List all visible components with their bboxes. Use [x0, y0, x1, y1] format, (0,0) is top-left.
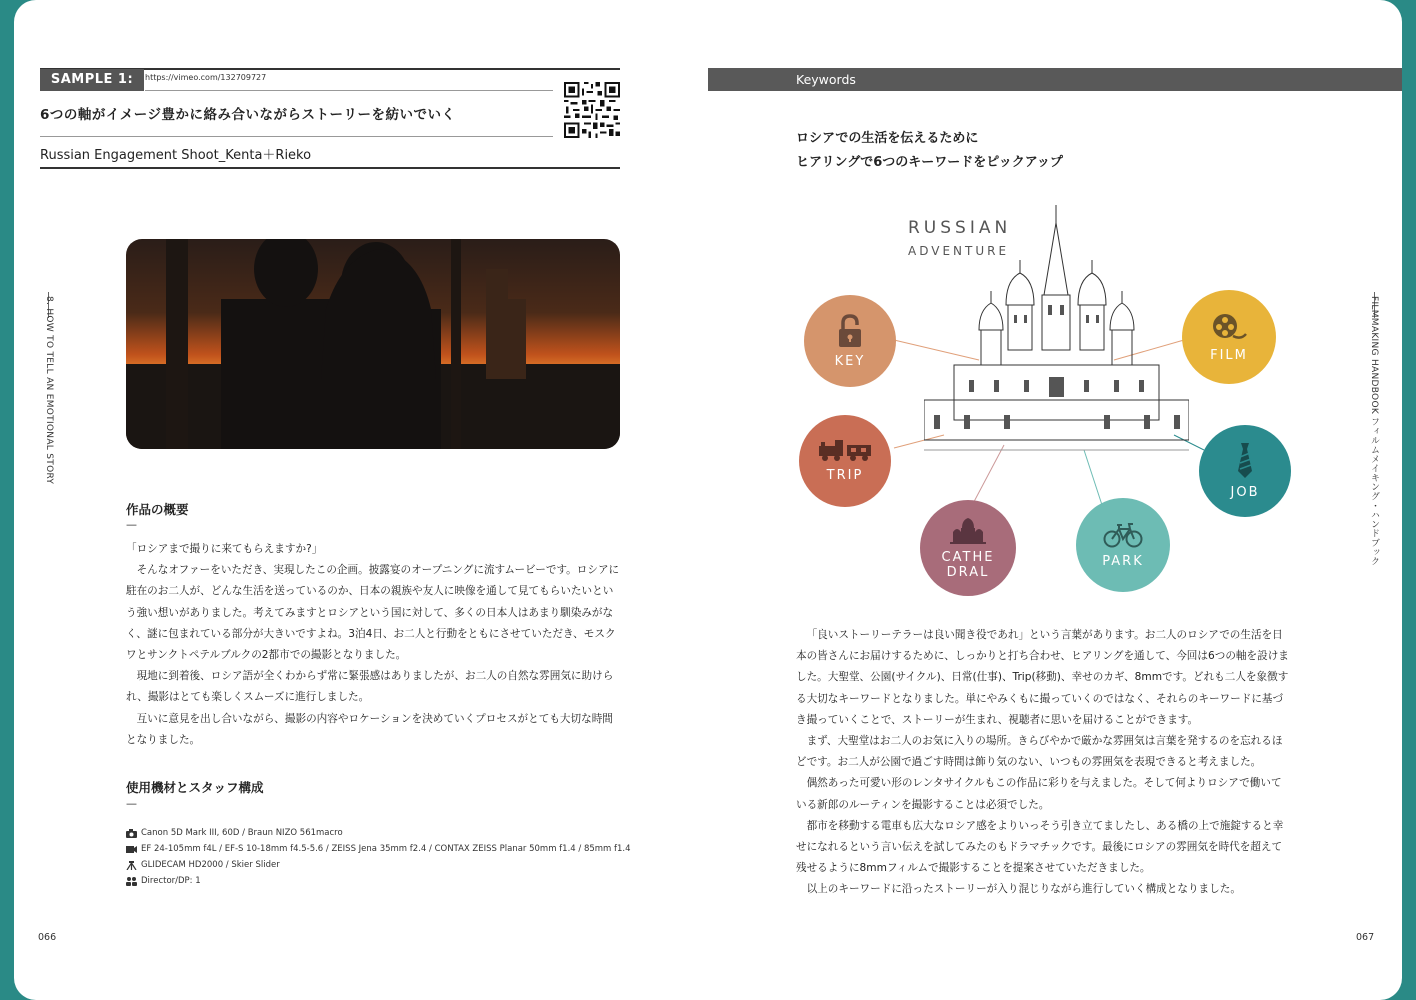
train-icon [817, 440, 873, 462]
equipment-text: EF 24-105mm f4L / EF-S 10-18mm f4.5-5.6 / ZEISS Jena 35mm f2.4 / CONTAX ZEISS Planar 50mm f1.4 / 85mm f1.4 [141, 844, 631, 854]
right-paragraph: 都市を移動する電車も広大なロシア感をよりいっそう引き立てましたし、ある橋の上で施錠すると幸せになれるという言い伝えを試してみたのもドラマチックです。最後にロシアの雰囲気を時代を超えて残せるように8mmフィルムで撮影することを提案させていただきました。 [796, 819, 1284, 875]
keyword-park [1076, 498, 1170, 592]
illustration-title-line2: ADVENTURE [908, 244, 1010, 258]
jp-title: 6つの軸がイメージ豊かに絡み合いながらストーリーを紡いでいく [40, 107, 456, 123]
keyword-label: PARK [1102, 553, 1144, 569]
overview-paragraph: 「ロシアまで撮りに来てもらえますか?」 [126, 543, 323, 555]
overview-heading: 作品の概要 [126, 502, 189, 517]
bicycle-icon [1103, 522, 1143, 548]
people-icon [126, 877, 137, 886]
right-paragraph: 以上のキーワードに沿ったストーリーが入り混じりながら進行していく構成となりました。 [806, 883, 1241, 896]
sunset-silhouette-photo [126, 239, 620, 449]
equipment-dash: — [126, 797, 137, 810]
overview-dash: — [126, 518, 137, 531]
sample-badge: SAMPLE 1: [40, 69, 144, 91]
vimeo-url[interactable]: https://vimeo.com/132709727 [145, 73, 267, 82]
right-paragraph: まず、大聖堂はお二人のお気に入りの場所。きらびやかで厳かな雰囲気は言葉を発するのを忘れるほどです。お二人が公園で過ごす時間は飾り気のない、いつもの雰囲気を表現できると考えました。 [796, 735, 1283, 769]
lens-icon [126, 845, 137, 854]
right-body [796, 625, 1292, 901]
keyword-key [804, 295, 896, 387]
keyword-job [1199, 425, 1291, 517]
equipment-list [126, 825, 631, 889]
right-paragraph: 「良いストーリーテラーは良い聞き役であれ」という言葉があります。お二人のロシアでの生活を日本の皆さんにお届けするために、しっかりと打ち合わせ、ヒアリングを通して、今回は6つの軸を設けました。大聖堂、公園(サイクル)、日常(仕事)、Trip(移動)、幸せのカギ、8mmです。どれも二人を象徴する大切なキーワードとなりました。単にやみくもに撮っていくのではなく、それらのキーワードに基づき撮っていくことで、ストーリーが生まれ、視聴者に思いを届けることができます。 [796, 629, 1289, 726]
keyword-label-line: DRAL [946, 565, 990, 580]
keyword-film [1182, 290, 1276, 384]
overview-paragraph: そんなオファーをいただき、実現したこの企画。披露宴のオープニングに流すムービーです。ロシアに駐在のお二人が、どんな生活を送っているのか、日本の親族や友人に映像を通して見てもらいたいという強い想いがありました。考えてみますとロシアという国に対して、多くの日本人はあまり馴染みがなく、謎に包まれている部分が大きいですよね。3泊4日、お二人と行動をともにさせていただき、モスクワとサンクトペテルブルクの2都市での撮影となりました。 [126, 564, 620, 662]
page-number-right: 067 [1356, 932, 1375, 943]
keyword-cathedral [920, 500, 1016, 596]
equipment-item [126, 873, 631, 889]
side-handbook-text: FILMMAKING HANDBOOK フィルムメイキング・ハンドブック [1369, 296, 1379, 566]
equipment-item [126, 857, 631, 873]
overview-paragraph: 互いに意見を出し合いながら、撮影の内容やロケーションを決めていくプロセスがとても大切な時間となりました。 [126, 712, 613, 746]
equipment-text: GLIDECAM HD2000 / Skier Slider [141, 860, 280, 870]
en-title: Russian Engagement Shoot_Kenta＋Rieko [40, 148, 312, 163]
equipment-item [126, 841, 631, 857]
keywords-bar-label: Keywords [796, 72, 856, 87]
right-page [708, 0, 1402, 1000]
header-bottom-rule [40, 167, 620, 169]
keywords-heading-line2: ヒアリングで6つのキーワードをピックアップ [796, 155, 1063, 170]
right-paragraph: 偶然あった可愛い形のレンタサイクルもこの作品に彩りを与えました。そして何よりロシアで働いている新郎のルーティンを撮影することは必須でした。 [796, 777, 1282, 811]
keywords-heading-line1: ロシアでの生活を伝えるために [796, 131, 979, 146]
qr-code-icon[interactable] [564, 82, 620, 138]
padlock-icon [835, 314, 865, 348]
url-divider [145, 90, 553, 91]
equipment-text: Director/DP: 1 [141, 876, 201, 886]
page-number-left: 066 [38, 932, 57, 943]
keyword-trip [799, 415, 891, 507]
keywords-illustration [804, 200, 1294, 600]
overview-paragraph: 現地に到着後、ロシア語が全くわからず常に緊張感はありましたが、お二人の自然な雰囲気に助けられ、撮影はとても楽しくスムーズに進行しました。 [126, 670, 614, 704]
equipment-heading: 使用機材とスタッフ構成 [126, 780, 264, 795]
keyword-label: KEY [834, 353, 866, 369]
cathedral-icon [950, 516, 986, 544]
tripod-icon [126, 861, 137, 870]
camera-icon [126, 829, 137, 838]
equipment-text: Canon 5D Mark III, 60D / Braun NIZO 561macro [141, 828, 343, 838]
title-divider [40, 136, 553, 137]
equipment-item [126, 825, 631, 841]
illustration-title-line1: RUSSIAN [908, 218, 1012, 238]
overview-body [126, 539, 622, 751]
side-chapter-text: 8. HOW TO TELL AN EMOTIONAL STORY [44, 296, 54, 485]
left-page [14, 0, 708, 1000]
keyword-label: TRIP [826, 467, 864, 483]
keyword-label-line: CATHE [941, 550, 995, 565]
keyword-label: FILM [1210, 347, 1248, 363]
film-reel-icon [1211, 312, 1247, 342]
necktie-icon [1235, 443, 1255, 479]
keyword-label: JOB [1230, 484, 1260, 500]
